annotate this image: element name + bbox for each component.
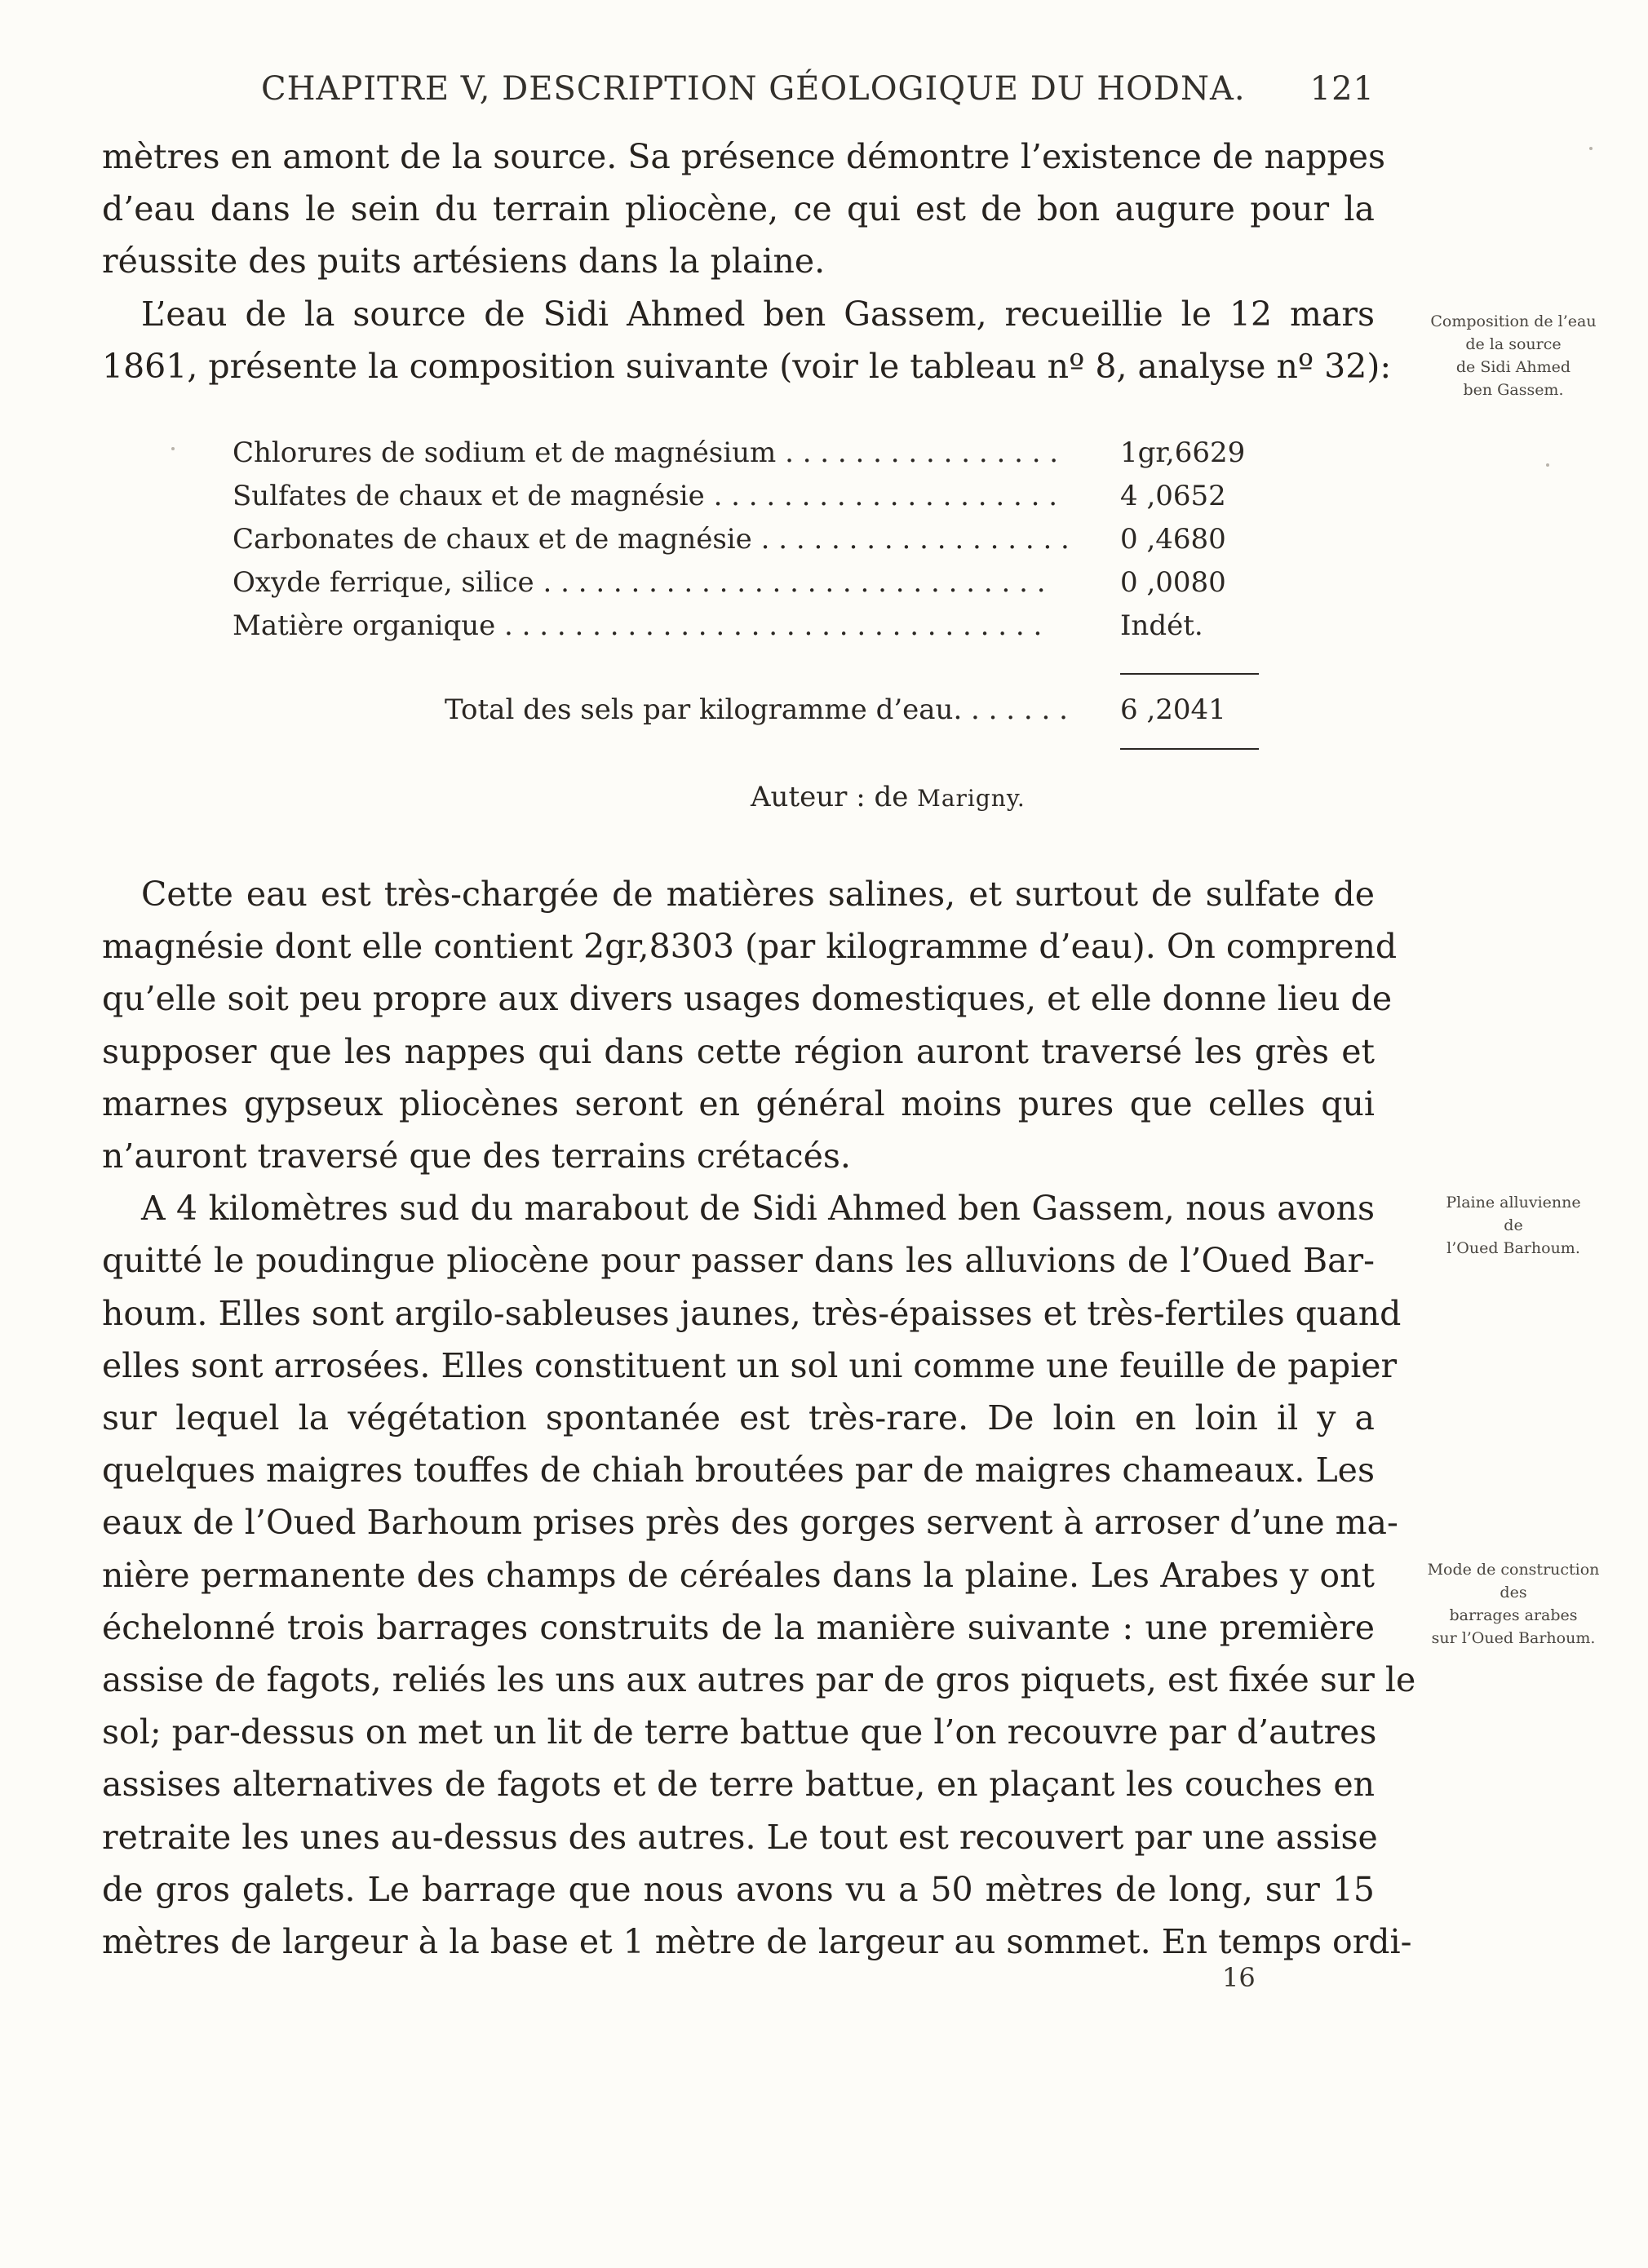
table-row	[233, 480, 1277, 522]
paper-speck	[171, 447, 175, 450]
row-label: Chlorures de sodium et de magnésium . . . . . . . . . . . . . . . .	[233, 436, 1059, 469]
page-number: 121	[1309, 70, 1375, 108]
margin-line: de Sidi Ahmed	[1455, 358, 1571, 376]
row-label: Matière organique . . . . . . . . . . . . . . . . . . . . . . . . . . . . . . .	[233, 609, 1043, 642]
paper-speck	[1589, 147, 1593, 150]
author-credit	[751, 781, 1026, 813]
text-line: nière permanente des champs de céréales dans la plaine. Les Arabes y ont	[102, 1555, 1375, 1595]
text-line: sol; par-dessus on met un lit de terre battue que l’on recouvre par d’autres	[102, 1712, 1377, 1752]
margin-line: sur l’Oued Barhoum.	[1431, 1629, 1596, 1647]
row-value: 0 ,4680	[1120, 523, 1226, 556]
margin-line: barrages arabes	[1449, 1606, 1578, 1624]
total-value: 6 ,2041	[1120, 693, 1226, 726]
text-line: supposer que les nappes qui dans cette région auront traversé les grès et	[102, 1031, 1375, 1071]
body-paragraph	[102, 868, 1416, 1968]
sum-rule	[1120, 673, 1259, 675]
margin-line: des	[1500, 1584, 1527, 1601]
margin-note-barrages	[1403, 1558, 1624, 1650]
row-label: Sulfates de chaux et de magnésie . . . . . . . . . . . . . . . . . . . .	[233, 480, 1058, 512]
text-line: 1861, présente la composition suivante (voir le tableau nº 8, analyse nº 32):	[102, 346, 1392, 386]
text-line: assises alternatives de fagots et de terre battue, en plaçant les couches en	[102, 1765, 1375, 1805]
author-name: Marigny.	[917, 785, 1026, 812]
text-line: mètres de largeur à la base et 1 mètre de largeur au sommet. En temps ordi-	[102, 1922, 1412, 1962]
text-line: Cette eau est très-chargée de matières salines, et surtout de sulfate de	[141, 875, 1375, 914]
margin-line: ben Gassem.	[1463, 381, 1564, 399]
text-line: réussite des puits artésiens dans la plaine.	[102, 241, 826, 281]
text-line: mètres en amont de la source. Sa présence démontre l’existence de nappes	[102, 137, 1386, 176]
row-value: 0 ,0080	[1120, 566, 1226, 599]
intro-paragraph	[102, 131, 1392, 392]
text-line: sur lequel la végétation spontanée est très-rare. De loin en loin il y a	[102, 1398, 1375, 1438]
row-value: 4 ,0652	[1120, 480, 1226, 512]
text-line: elles sont arrosées. Elles constituent un sol uni comme une feuille de papier	[102, 1345, 1398, 1385]
row-label: Oxyde ferrique, silice . . . . . . . . . . . . . . . . . . . . . . . . . . . . .	[233, 566, 1046, 599]
signature-mark: 16	[1222, 1962, 1256, 1993]
margin-line: de la source	[1465, 335, 1562, 353]
row-label: Carbonates de chaux et de magnésie . . . . . . . . . . . . . . . . . .	[233, 523, 1070, 556]
margin-note-composition	[1403, 310, 1624, 401]
text-line: qu’elle soit peu propre aux divers usages domestiques, et elle donne lieu de	[102, 979, 1393, 1019]
table-row	[233, 609, 1277, 652]
margin-line: Plaine alluvienne	[1446, 1194, 1581, 1212]
margin-line: de	[1504, 1216, 1523, 1234]
text-line: quelques maigres touffes de chiah broutées par de maigres chameaux. Les	[102, 1451, 1375, 1491]
text-line: magnésie dont elle contient 2gr,8303 (par kilogramme d’eau). On comprend	[102, 927, 1398, 967]
author-prefix: Auteur : de	[751, 781, 909, 813]
table-row	[233, 436, 1277, 479]
margin-note-plaine	[1403, 1191, 1624, 1260]
margin-line: Mode de construction	[1427, 1561, 1600, 1579]
paper-speck	[1546, 463, 1549, 467]
table-row	[233, 566, 1277, 609]
text-line: houm. Elles sont argilo-sableuses jaunes, très-épaisses et très-fertiles quand	[102, 1293, 1402, 1333]
total-label: Total des sels par kilogramme d’eau. . . . . . .	[445, 693, 1068, 726]
text-line: d’eau dans le sein du terrain pliocène, ce qui est de bon augure pour la	[102, 189, 1375, 229]
row-value: 1gr,6629	[1120, 436, 1246, 469]
text-line: L’eau de la source de Sidi Ahmed ben Gassem, recueillie le 12 mars	[141, 294, 1375, 334]
text-line: assise de fagots, reliés les uns aux autres par de gros piquets, est fixée sur le	[102, 1660, 1416, 1700]
text-line: A 4 kilomètres sud du marabout de Sidi Ahmed ben Gassem, nous avons	[141, 1189, 1375, 1229]
text-line: retraite les unes au-dessus des autres. Le tout est recouvert par une assise	[102, 1817, 1378, 1857]
row-value: Indét.	[1120, 609, 1203, 642]
table-row	[233, 523, 1277, 565]
text-line: quitté le poudingue pliocène pour passer dans les alluvions de l’Oued Bar-	[102, 1241, 1375, 1281]
margin-line: l’Oued Barhoum.	[1446, 1239, 1580, 1257]
margin-line: Composition de l’eau	[1430, 312, 1597, 330]
text-line: échelonné trois barrages construits de la manière suivante : une première	[102, 1607, 1375, 1647]
total-row	[233, 693, 1277, 736]
chapter-title: CHAPITRE V, DESCRIPTION GÉOLOGIQUE DU HODNA.	[261, 70, 1246, 108]
text-line: marnes gypseux pliocènes seront en général moins pures que celles qui	[102, 1083, 1375, 1123]
text-line: n’auront traversé que des terrains crétacés.	[102, 1136, 851, 1176]
total-underline	[1120, 748, 1259, 750]
text-line: de gros galets. Le barrage que nous avons vu a 50 mètres de long, sur 15	[102, 1869, 1375, 1909]
text-line: eaux de l’Oued Barhoum prises près des gorges servent à arroser d’une ma-	[102, 1503, 1398, 1543]
